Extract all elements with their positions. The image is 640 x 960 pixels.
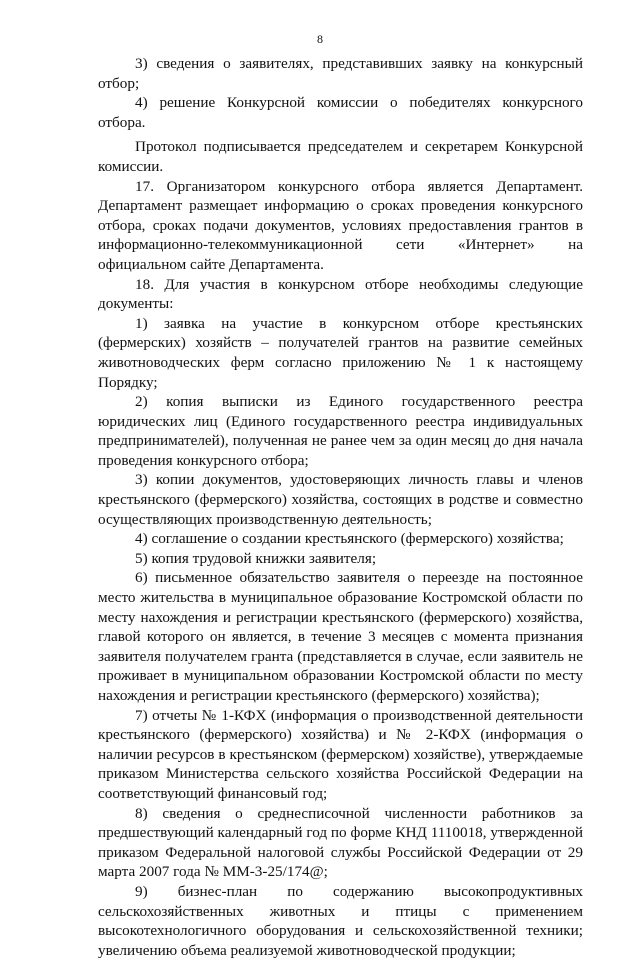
document-body — [98, 54, 583, 960]
doc-list-item-4: 4) соглашение о создании крестьянского (фермерского) хозяйства; — [135, 530, 564, 548]
doc-list-item-9: 9) бизнес-план по содержанию высокопродуктивных сельскохозяйственных животных и птицы с применением высокотехнологичного оборудования и сельскохозяйственной техники; увеличению объема реализуемой животноводческой продукции; — [98, 882, 583, 959]
paragraph-item-4: 4) решение Конкурсной комиссии о победителях конкурсного отбора. — [98, 94, 583, 131]
paragraph-protocol-signing: Протокол подписывается председателем и секретарем Конкурсной комиссии. — [98, 138, 583, 175]
doc-list-item-2: 2) копия выписки из Единого государственного реестра юридических лиц (Единого государственного реестра индивидуальных предпринимателей), полученная не ранее чем за один месяц до дня начала проведения конкурсного отбора; — [98, 393, 583, 469]
doc-list-item-8: 8) сведения о среднесписочной численности работников за предшествующий календарный год по форме КНД 1110018, утвержденной приказом Федеральной налоговой службы Российской Федерации от 29 марта 2007 года № ММ-3-25/174@; — [98, 804, 583, 881]
doc-list-item-5: 5) копия трудовой книжки заявителя; — [135, 549, 377, 567]
paragraph-18-documents: 18. Для участия в конкурсном отборе необходимы следующие документы: — [98, 275, 583, 313]
paragraph-item-3: 3) сведения о заявителях, представивших заявку на конкурсный отбор; — [98, 55, 583, 92]
doc-list-item-6: 6) письменное обязательство заявителя о переезде на постоянное место жительства в муниципальное образование Костромской области по месту нахождения и регистрации крестьянского (фермерского) хозяйства, главой которого он является, в течение 3 месяцев с момента признания заявителя получателем гранта (представляется в случае, если заявитель не проживает в муниципальном образовании Костромской области по месту нахождения и регистрации крестьянского (фермерского) хозяйства); — [98, 569, 583, 704]
doc-list-item-3: 3) копии документов, удостоверяющих личность главы и членов крестьянского (фермерского) хозяйства, состоящих в родстве и совместно осуществляющих производственную деятельность; — [98, 471, 583, 528]
doc-list-item-1: 1) заявка на участие в конкурсном отборе крестьянских (фермерских) хозяйств – получателей грантов на развитие семейных животноводческих ферм согласно приложению № 1 к настоящему Порядку; — [98, 314, 583, 391]
page-number: 8 — [317, 32, 323, 46]
doc-list-item-7: 7) отчеты № 1-КФХ (информация о производственной деятельности крестьянского (фермерского) хозяйства) и № 2-КФХ (информация о наличии ресурсов в крестьянском (фермерском) хозяйстве), утверждаемые приказом Министерства сельского хозяйства Российской Федерации на соответствующий финансовый год; — [98, 706, 583, 802]
paragraph-17-organizer: 17. Организатором конкурсного отбора является Департамент. Департамент размещает информацию о сроках проведения конкурсного отбора, сроках подачи документов, условиях предоставления грантов в информационно-телекоммуникационной сети «Интернет» на официальном сайте Департамента. — [98, 177, 583, 273]
